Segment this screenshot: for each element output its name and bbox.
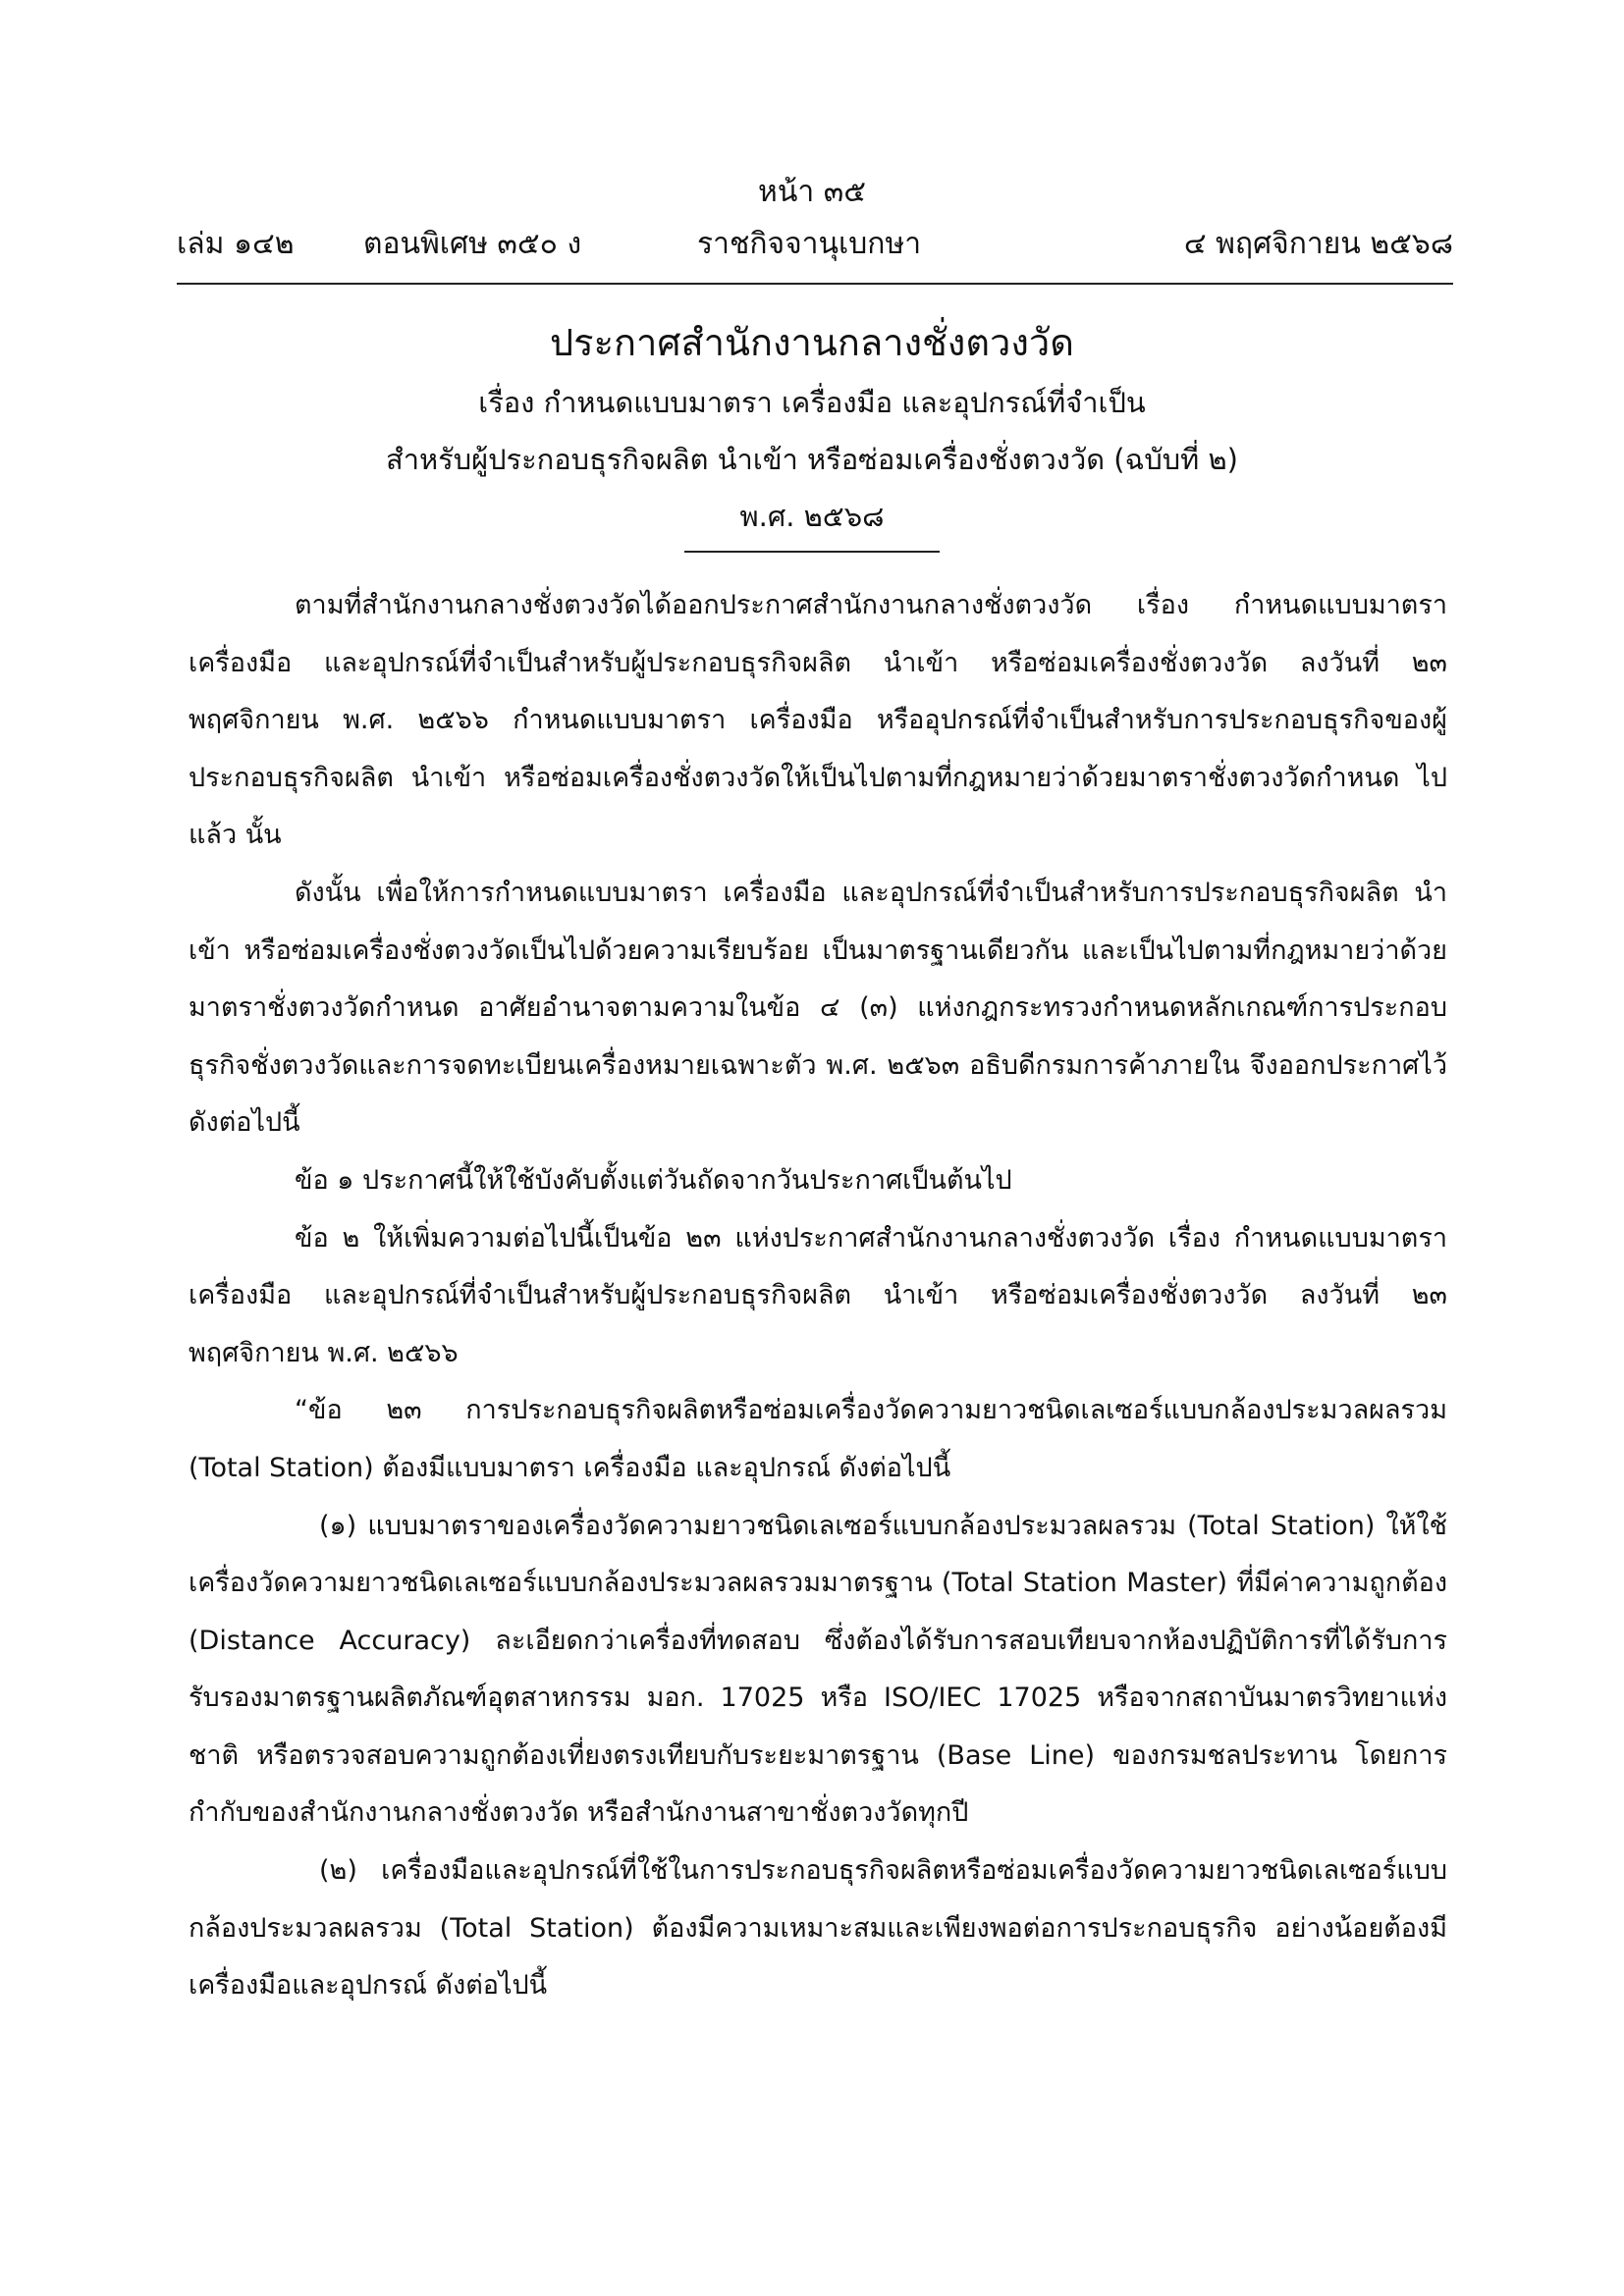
authority-paragraph: ดังนั้น เพื่อให้การกำหนดแบบมาตรา เครื่องมือ และอุปกรณ์ที่จำเป็นสำหรับการประกอบธุรกิจผลิต นำเข้า หรือซ่อมเครื่องชั่งตวงวัดเป็นไปด้วยความเรียบร้อย เป็นมาตรฐานเดียวกัน และเป็นไปตามที่กฎหมายว่าด้วยมาตราชั่งตวงวัดกำหนด อาศัยอำนาจตามความในข้อ ๔ (๓) แห่งกฎกระทรวงกำหนดหลักเกณฑ์การประกอบธุรกิจชั่งตวงวัดและการจดทะเบียนเครื่องหมายเฉพาะตัว พ.ศ. ๒๕๖๓ อธิบดีกรมการค้าภายใน จึงออกประกาศไว้ ดังต่อไปนี้	[189, 877, 1447, 1139]
header-divider	[177, 283, 1453, 285]
clause-1: ข้อ ๑ ประกาศนี้ให้ใช้บังคับตั้งแต่วันถัดจากวันประกาศเป็นต้นไป	[295, 1164, 1012, 1196]
announcement-title: ประกาศสำนักงานกลางชั่งตวงวัด	[550, 321, 1074, 364]
page-number: หน้า ๓๕	[758, 175, 866, 209]
clause-23-item-2: (๒) เครื่องมือและอุปกรณ์ที่ใช้ในการประกอบธุรกิจผลิตหรือซ่อมเครื่องวัดความยาวชนิดเลเซอร์แบบกล้องประมวลผลรวม (Total Station) ต้องมีความเหมาะสมและเพียงพอต่อการประกอบธุรกิจ อย่างน้อยต้องมีเครื่องมือและอุปกรณ์ ดังต่อไปนี้	[189, 1855, 1447, 2002]
announcement-body	[189, 577, 1447, 2015]
gazette-header	[177, 221, 1453, 264]
announcement-subject-line-1: เรื่อง กำหนดแบบมาตรา เครื่องมือ และอุปกรณ์ที่จำเป็น	[478, 386, 1146, 419]
announcement-subject-line-2: สำหรับผู้ประกอบธุรกิจผลิต นำเข้า หรือซ่อมเครื่องชั่งตวงวัด (ฉบับที่ ๒)	[386, 443, 1238, 476]
preamble-paragraph: ตามที่สำนักงานกลางชั่งตวงวัดได้ออกประกาศสำนักงานกลางชั่งตวงวัด เรื่อง กำหนดแบบมาตรา เครื่องมือ และอุปกรณ์ที่จำเป็นสำหรับผู้ประกอบธุรกิจผลิต นำเข้า หรือซ่อมเครื่องชั่งตวงวัด ลงวันที่ ๒๓ พฤศจิกายน พ.ศ. ๒๕๖๖ กำหนดแบบมาตรา เครื่องมือ หรืออุปกรณ์ที่จำเป็นสำหรับการประกอบธุรกิจของผู้ประกอบธุรกิจผลิต นำเข้า หรือซ่อมเครื่องชั่งตวงวัดให้เป็นไปตามที่กฎหมายว่าด้วยมาตราชั่งตวงวัดกำหนด ไปแล้ว นั้น	[189, 590, 1447, 851]
publication-date: ๔ พฤศจิกายน ๒๕๖๘	[1183, 227, 1453, 261]
issue-number: ตอนพิเศษ ๓๕๐ ง	[363, 227, 582, 261]
gazette-name: ราชกิจจานุเบกษา	[697, 227, 922, 261]
clause-23: “ข้อ ๒๓ การประกอบธุรกิจผลิตหรือซ่อมเครื่องวัดความยาวชนิดเลเซอร์แบบกล้องประมวลผลรวม (Total Station) ต้องมีแบบมาตรา เครื่องมือ และอุปกรณ์ ดังต่อไปนี้	[189, 1395, 1447, 1483]
volume-number: เล่ม ๑๔๒	[177, 227, 295, 261]
announcement-year: พ.ศ. ๒๕๖๘	[739, 500, 885, 533]
title-divider	[684, 551, 940, 553]
clause-23-item-1: (๑) แบบมาตราของเครื่องวัดความยาวชนิดเลเซอร์แบบกล้องประมวลผลรวม (Total Station) ให้ใช้เครื่องวัดความยาวชนิดเลเซอร์แบบกล้องประมวลผลรวมมาตรฐาน (Total Station Master) ที่มีค่าความถูกต้อง (Distance Accuracy) ละเอียดกว่าเครื่องที่ทดสอบ ซึ่งต้องได้รับการสอบเทียบจากห้องปฏิบัติการที่ได้รับการรับรองมาตรฐานผลิตภัณฑ์อุตสาหกรรม มอก. 17025 หรือ ISO/IEC 17025 หรือจากสถาบันมาตรวิทยาแห่งชาติ หรือตรวจสอบความถูกต้องเที่ยงตรงเทียบกับระยะมาตรฐาน (Base Line) ของกรมชลประทาน โดยการกำกับของสำนักงานกลางชั่งตวงวัด หรือสำนักงานสาขาชั่งตวงวัดทุกปี	[189, 1510, 1447, 1829]
clause-2: ข้อ ๒ ให้เพิ่มความต่อไปนี้เป็นข้อ ๒๓ แห่งประกาศสำนักงานกลางชั่งตวงวัด เรื่อง กำหนดแบบมาตรา เครื่องมือ และอุปกรณ์ที่จำเป็นสำหรับผู้ประกอบธุรกิจผลิต นำเข้า หรือซ่อมเครื่องชั่งตวงวัด ลงวันที่ ๒๓ พฤศจิกายน พ.ศ. ๒๕๖๖	[189, 1222, 1447, 1368]
